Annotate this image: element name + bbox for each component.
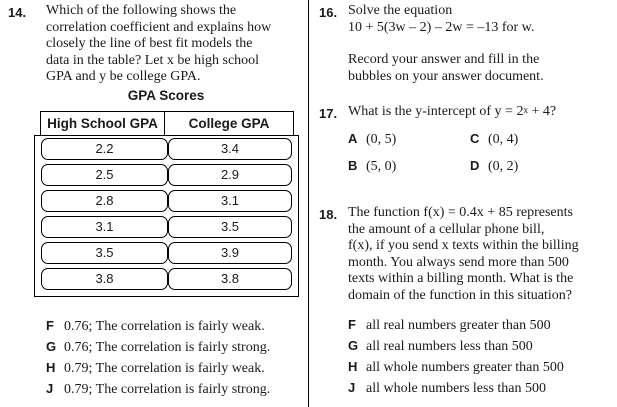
option-letter: H <box>348 359 358 374</box>
option-letter: J <box>348 380 356 395</box>
option-text: all real numbers greater than 500 <box>366 318 551 333</box>
option-letter: C <box>470 131 480 146</box>
table-cell-college-gpa: 2.9 <box>168 164 292 186</box>
table-cell-college-gpa: 3.9 <box>168 242 292 264</box>
table-row <box>35 242 298 268</box>
table-header-high-school-gpa: High School GPA <box>40 111 165 136</box>
q16-instruction-line: bubbles on your answer document. <box>348 68 544 84</box>
q17-option-b[interactable] <box>348 158 396 175</box>
q18-stem-line: the amount of a cellular phone bill, <box>348 221 545 237</box>
q18-stem-line: f(x), if you send x texts within the billing <box>348 238 579 253</box>
gpa-table <box>34 135 299 297</box>
table-cell-college-gpa: 3.1 <box>168 190 292 212</box>
q14-option-f[interactable] <box>46 318 265 335</box>
option-text: 0.79; The correlation is fairly weak. <box>64 361 265 376</box>
table-cell-hs-gpa: 2.2 <box>41 138 168 160</box>
option-letter: B <box>348 158 358 173</box>
q17-option-d[interactable] <box>470 158 518 175</box>
q16-number: 16. <box>319 5 338 20</box>
option-letter: D <box>470 158 480 173</box>
gpa-table-title: GPA Scores <box>127 88 205 103</box>
option-text: 0.79; The correlation is fairly strong. <box>64 382 271 397</box>
table-cell-hs-gpa: 2.8 <box>41 190 168 212</box>
table-cell-college-gpa: 3.8 <box>168 268 292 290</box>
q14-stem-line: correlation coefficient and explains how <box>46 19 272 35</box>
q17-option-a[interactable] <box>348 131 396 148</box>
q14-stem-line: GPA and y be college GPA. <box>46 69 201 84</box>
option-letter: J <box>46 381 54 396</box>
table-row <box>35 138 298 164</box>
table-header-college-gpa: College GPA <box>164 111 294 136</box>
option-text: (0, 4) <box>488 132 519 147</box>
option-text: (5, 0) <box>366 159 397 174</box>
table-cell-hs-gpa: 3.5 <box>41 242 168 264</box>
q17-stem-tail: + 4? <box>527 104 557 119</box>
table-cell-hs-gpa: 3.1 <box>41 216 168 238</box>
q18-stem-line: month. You always send more than 500 <box>348 254 569 270</box>
option-text: all whole numbers less than 500 <box>366 381 547 396</box>
q17-stem <box>348 104 556 121</box>
option-letter: G <box>348 338 359 353</box>
q18-stem-line: texts within a billing month. What is the <box>348 271 574 286</box>
table-cell-hs-gpa: 3.8 <box>41 268 168 290</box>
q18-stem <box>348 205 579 304</box>
option-letter: G <box>46 339 57 354</box>
q18-option-g[interactable] <box>348 338 533 355</box>
table-row <box>35 190 298 216</box>
q14-stem <box>46 3 271 86</box>
option-letter: A <box>348 131 358 146</box>
q17-exponent: x <box>523 105 528 115</box>
q16-instruction-line: Record your answer and fill in the <box>348 52 540 67</box>
option-letter: H <box>46 360 56 375</box>
table-row <box>35 268 298 294</box>
table-row <box>35 164 298 190</box>
q16-instructions <box>348 52 544 85</box>
table-row <box>35 216 298 242</box>
table-cell-hs-gpa: 2.5 <box>41 164 168 186</box>
q18-option-h[interactable] <box>348 359 564 376</box>
q14-stem-line: data in the table? Let x be high school <box>46 52 260 68</box>
option-letter: F <box>46 318 54 333</box>
q16-stem-line: Solve the equation <box>348 3 453 18</box>
option-text: 0.76; The correlation is fairly strong. <box>64 340 271 355</box>
column-divider <box>308 0 309 407</box>
q17-option-c[interactable] <box>470 131 518 148</box>
q17-stem-text: What is the y-intercept of y = 2 <box>348 104 524 119</box>
option-text: (0, 5) <box>366 132 397 147</box>
q17-number: 17. <box>319 106 338 121</box>
q18-stem-line: domain of the function in this situation? <box>348 287 572 303</box>
q14-stem-line: closely the line of best fit models the <box>46 36 253 51</box>
q18-number: 18. <box>319 207 338 222</box>
q14-option-g[interactable] <box>46 339 270 356</box>
q14-stem-line: Which of the following shows the <box>46 3 237 18</box>
table-cell-college-gpa: 3.5 <box>168 216 292 238</box>
table-cell-college-gpa: 3.4 <box>168 138 292 160</box>
q14-number: 14. <box>8 5 27 20</box>
option-letter: F <box>348 317 356 332</box>
option-text: 0.76; The correlation is fairly weak. <box>64 319 265 334</box>
q18-stem-line: The function f(x) = 0.4x + 85 represents <box>348 205 573 220</box>
q18-option-j[interactable] <box>348 380 546 397</box>
q14-option-h[interactable] <box>46 360 265 377</box>
option-text: (0, 2) <box>488 159 519 174</box>
q16-equation: 10 + 5(3w – 2) – 2w = –13 for w. <box>348 19 535 35</box>
q16-stem <box>348 3 534 36</box>
option-text: all whole numbers greater than 500 <box>366 360 564 375</box>
q14-option-j[interactable] <box>46 381 270 398</box>
option-text: all real numbers less than 500 <box>366 339 533 354</box>
q18-option-f[interactable] <box>348 317 551 334</box>
